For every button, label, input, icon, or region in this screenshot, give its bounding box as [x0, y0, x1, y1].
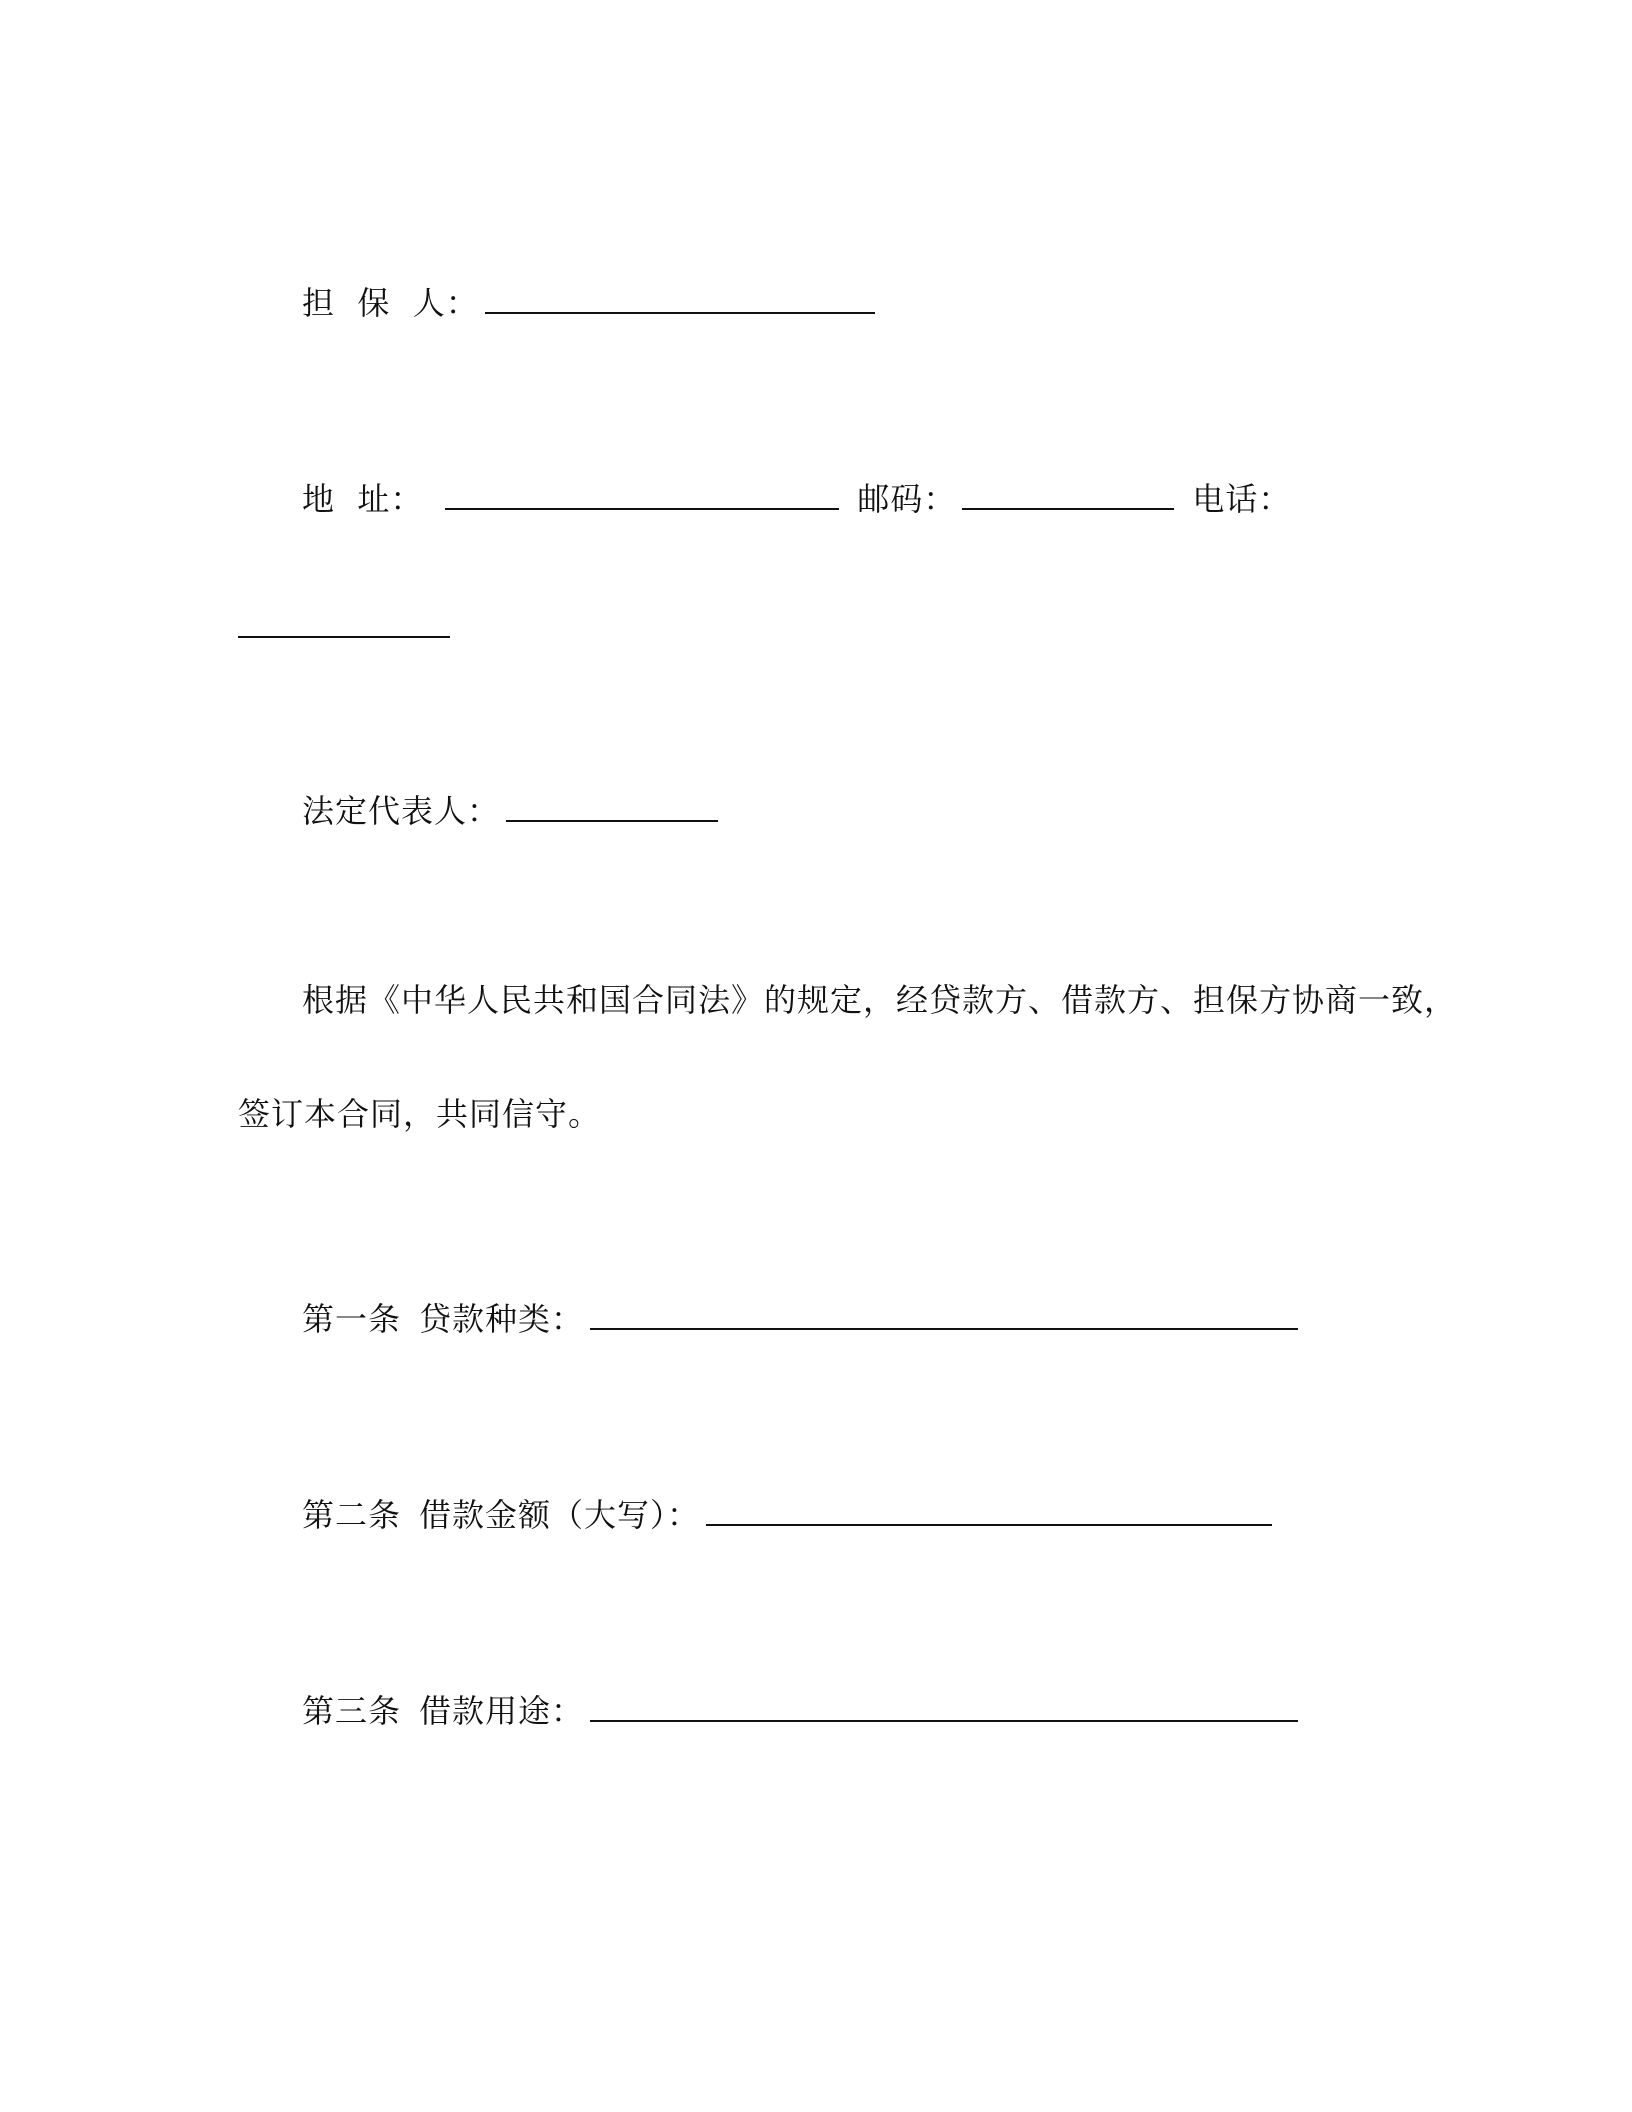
article-title: 借款用途： [419, 1692, 585, 1730]
phone-field[interactable] [238, 606, 450, 638]
article-number: 第二条 [302, 1496, 402, 1534]
phone-label: 电话： [1192, 480, 1292, 518]
guarantor-label: 担 保 人： [302, 284, 479, 322]
legal-rep-row [302, 790, 718, 831]
article-number: 第一条 [302, 1300, 402, 1338]
article-title: 贷款种类： [419, 1300, 585, 1338]
guarantor-field[interactable] [485, 282, 875, 314]
article-3-row [302, 1690, 1298, 1731]
article-number: 第三条 [302, 1692, 402, 1730]
guarantor-row [302, 282, 875, 323]
preamble-line-2: 签订本合同，共同信守。 [238, 1095, 602, 1133]
legal-rep-label: 法定代表人： [302, 792, 501, 830]
postcode-label: 邮码： [857, 480, 957, 518]
address-row [302, 478, 1291, 519]
preamble-line-1: 根据《中华人民共和国合同法》的规定，经贷款方、借款方、担保方协商一致， [302, 981, 1458, 1019]
loan-amount-field[interactable] [706, 1494, 1272, 1526]
phone-row-continued [238, 606, 450, 647]
postcode-field[interactable] [962, 478, 1174, 510]
loan-type-field[interactable] [590, 1298, 1298, 1330]
legal-rep-field[interactable] [506, 790, 718, 822]
article-2-row [302, 1494, 1272, 1535]
article-title: 借款金额（大写）： [419, 1496, 701, 1534]
address-field[interactable] [445, 478, 839, 510]
article-1-row [302, 1298, 1298, 1339]
address-label: 地 址： [302, 480, 424, 518]
loan-purpose-field[interactable] [590, 1690, 1298, 1722]
